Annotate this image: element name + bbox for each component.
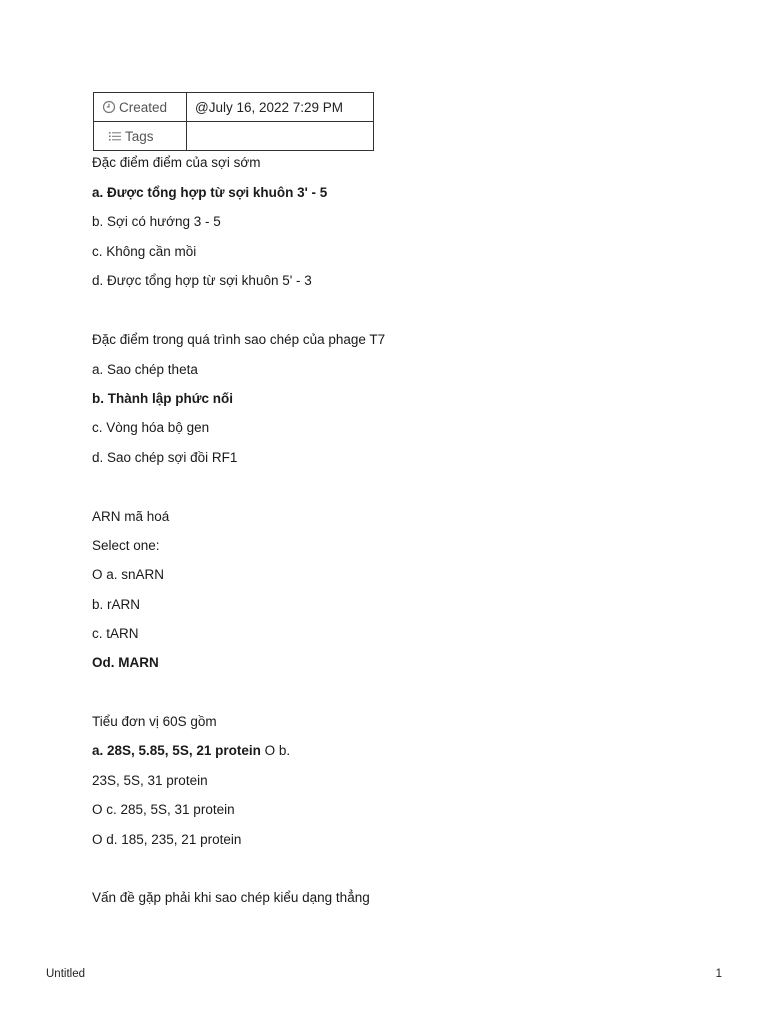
- properties-table: [93, 92, 374, 151]
- q4-question: Tiểu đơn vị 60S gồm: [92, 714, 217, 729]
- q3-option-b: b. rARN: [92, 597, 141, 612]
- footer-page-number: 1: [715, 968, 722, 980]
- q4-option-d: O d. 185, 235, 21 protein: [92, 832, 242, 847]
- tags-label: Tags: [125, 128, 154, 144]
- q3-option-a: O a. snARN: [92, 567, 165, 582]
- q2-option-c: c. Vòng hóa bộ gen: [92, 420, 210, 435]
- clock-icon: [102, 100, 116, 114]
- q1-option-c: c. Không cần mồi: [92, 244, 197, 259]
- property-row-created: [94, 93, 374, 122]
- q3-option-c: c. tARN: [92, 626, 139, 641]
- q1-option-b: b. Sợi có hướng 3 - 5: [92, 214, 221, 229]
- q4-option-b-marker: O b.: [260, 743, 291, 758]
- q4-option-b: 23S, 5S, 31 protein: [92, 773, 208, 788]
- property-key-created: [94, 93, 187, 122]
- q5-question: Vấn đề gặp phải khi sao chép kiểu dạng thẳng: [92, 890, 370, 905]
- q2-option-a: a. Sao chép theta: [92, 362, 198, 377]
- q2-option-d: d. Sao chép sợi đồi RF1: [92, 450, 238, 465]
- q1-option-a: a. Được tổng hợp từ sợi khuôn 3' - 5: [92, 185, 328, 200]
- footer-title: Untitled: [46, 968, 85, 980]
- q1-option-d: d. Được tổng hợp từ sợi khuôn 5' - 3: [92, 273, 312, 288]
- created-value[interactable]: @July 16, 2022 7:29 PM: [187, 93, 374, 122]
- q4-option-c: O c. 285, 5S, 31 protein: [92, 802, 235, 817]
- q3-select-one: Select one:: [92, 538, 160, 553]
- property-row-tags: [94, 122, 374, 151]
- q2-option-b: b. Thành lập phức nối: [92, 391, 234, 406]
- created-label: Created: [119, 99, 168, 115]
- q1-question: Đặc điểm điểm của sợi sớm: [92, 155, 261, 170]
- property-key-tags: [94, 122, 187, 151]
- tags-value[interactable]: [187, 122, 374, 151]
- q4-option-a-line: [92, 743, 290, 759]
- q3-option-d: Od. MARN: [92, 655, 159, 670]
- q3-question: ARN mã hoá: [92, 509, 170, 524]
- q4-option-a: a. 28S, 5.85, 5S, 21 protein: [92, 743, 261, 758]
- q2-question: Đặc điểm trong quá trình sao chép của phage T7: [92, 332, 386, 347]
- list-icon: [108, 129, 122, 143]
